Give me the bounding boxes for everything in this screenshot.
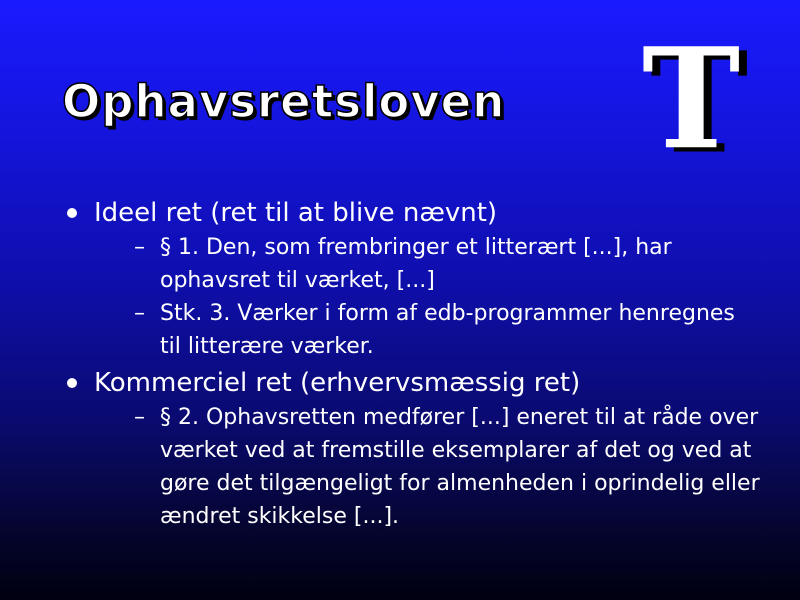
sub-bullet-text: Stk. 3. Værker i form af edb-programmer henregnes til litterære værker. <box>160 301 735 359</box>
dash-icon: – <box>134 405 145 430</box>
bullet-dot-icon <box>67 208 77 218</box>
bullet-dot-icon <box>67 378 77 388</box>
bullet-item <box>62 365 762 533</box>
bullet-item <box>62 195 762 363</box>
dash-icon: – <box>134 301 145 326</box>
t-logo-letter: T <box>642 18 741 181</box>
bullet-list <box>62 195 762 535</box>
t-logo <box>640 18 770 181</box>
sub-bullet-item <box>94 401 762 533</box>
sub-bullet-item <box>94 231 762 297</box>
sub-bullet-item <box>94 297 762 363</box>
slide-title: Ophavsretsloven <box>62 75 506 128</box>
sub-bullet-list <box>94 231 762 363</box>
bullet-text: Kommerciel ret (erhvervsmæssig ret) <box>94 368 581 398</box>
bullet-text: Ideel ret (ret til at blive nævnt) <box>94 198 498 228</box>
dash-icon: – <box>134 235 145 260</box>
sub-bullet-text: § 2. Ophavsretten medfører [...] eneret til at råde over værket ved at fremstille eksemplarer af det og ved at gøre det tilgængeligt for almenheden i oprindelig eller ændret skikkelse [...]. <box>160 405 760 529</box>
sub-bullet-list <box>94 401 762 533</box>
sub-bullet-text: § 1. Den, som frembringer et litterært [...], har ophavsret til værket, [...] <box>160 235 672 293</box>
